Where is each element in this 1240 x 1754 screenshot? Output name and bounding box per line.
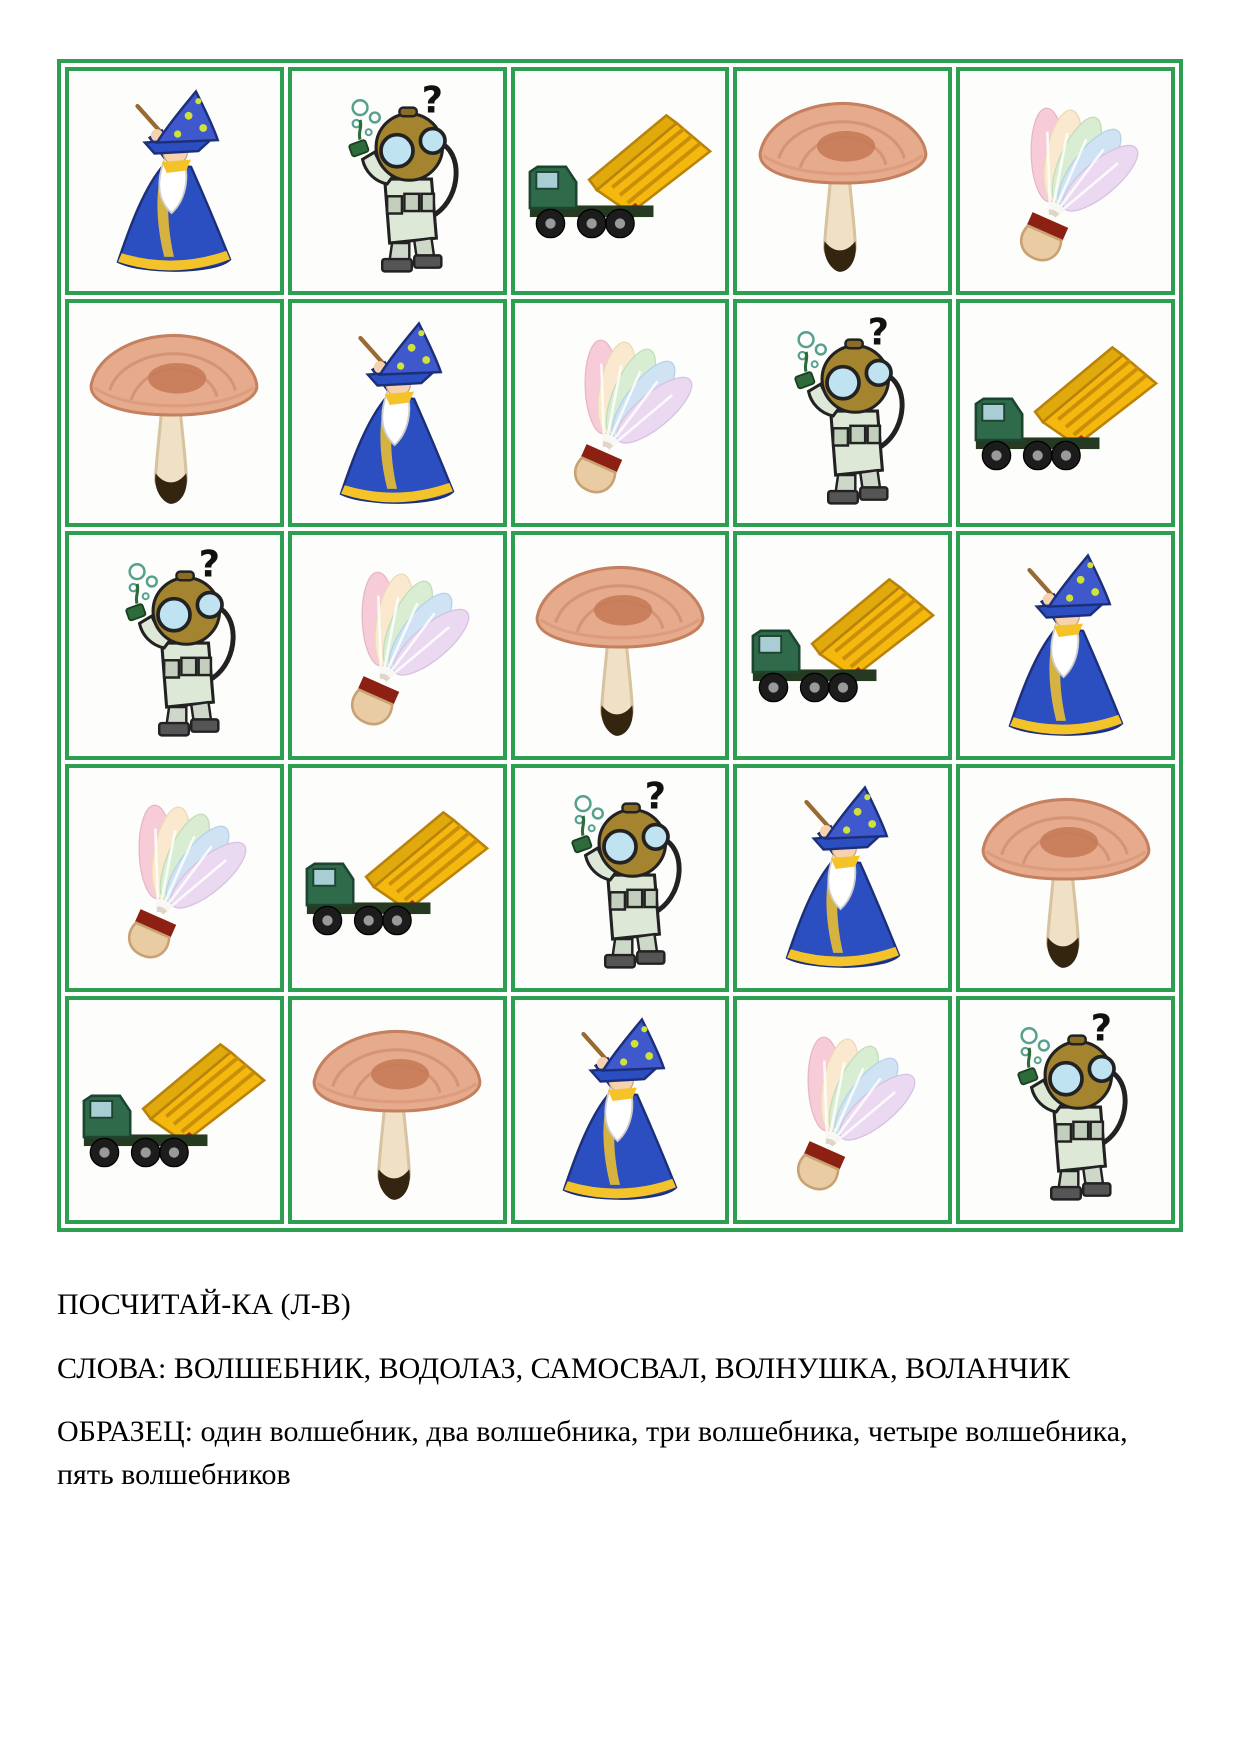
grid-cell-wizard — [65, 67, 284, 295]
grid-cell-wizard — [956, 531, 1175, 759]
grid-cell-mushroom — [956, 764, 1175, 992]
grid-cell-mushroom — [733, 67, 952, 295]
wizard-image — [547, 1012, 693, 1207]
diver-image — [769, 315, 917, 512]
grid-cell-dump-truck — [288, 764, 507, 992]
grid-cell-wizard — [511, 996, 730, 1224]
dump-truck-image — [294, 807, 500, 949]
wizard-image — [101, 84, 247, 279]
grid-cell-shuttlecock — [511, 299, 730, 527]
grid-cell-shuttlecock — [288, 531, 507, 759]
grid-cell-diver — [511, 764, 730, 992]
grid-cell-mushroom — [288, 996, 507, 1224]
shuttlecock-image — [319, 554, 475, 736]
grid-cell-dump-truck — [733, 531, 952, 759]
wizard-image — [993, 548, 1139, 743]
grid-cell-wizard — [288, 299, 507, 527]
wizard-image — [324, 316, 470, 511]
grid-cell-diver — [65, 531, 284, 759]
grid-cell-wizard — [733, 764, 952, 992]
diver-image — [100, 547, 248, 744]
diver-image — [323, 83, 471, 280]
mushroom-image — [528, 546, 712, 745]
grid-cell-dump-truck — [956, 299, 1175, 527]
grid-cell-dump-truck — [511, 67, 730, 295]
mushroom-image — [82, 314, 266, 513]
dump-truck-image — [963, 342, 1169, 484]
shuttlecock-image — [96, 787, 252, 969]
diver-image — [992, 1011, 1140, 1208]
mushroom-image — [305, 1010, 489, 1209]
picture-grid-cells — [65, 67, 1175, 1224]
sample-line: ОБРАЗЕЦ: один волшебник, два волшебника, три волшебника, четыре волшебника, пять волшебников — [57, 1415, 1128, 1491]
grid-cell-mushroom — [65, 299, 284, 527]
diver-image — [546, 779, 694, 976]
grid-cell-shuttlecock — [65, 764, 284, 992]
shuttlecock-image — [542, 322, 698, 504]
dump-truck-image — [71, 1039, 277, 1181]
mushroom-image — [974, 778, 1158, 977]
grid-cell-diver — [956, 996, 1175, 1224]
grid-cell-mushroom — [511, 531, 730, 759]
instructions-block — [57, 1284, 1185, 1517]
mushroom-image — [751, 82, 935, 281]
dump-truck-image — [517, 110, 723, 252]
grid-cell-shuttlecock — [956, 67, 1175, 295]
worksheet-title: ПОСЧИТАЙ-КА (Л-В) — [57, 1288, 351, 1321]
grid-cell-dump-truck — [65, 996, 284, 1224]
words-line: СЛОВА: ВОЛШЕБНИК, ВОДОЛАЗ, САМОСВАЛ, ВОЛНУШКА, ВОЛАНЧИК — [57, 1351, 1071, 1385]
grid-cell-diver — [733, 299, 952, 527]
dump-truck-image — [740, 574, 946, 716]
grid-cell-diver — [288, 67, 507, 295]
grid-cell-shuttlecock — [733, 996, 952, 1224]
shuttlecock-image — [765, 1019, 921, 1201]
picture-grid — [57, 59, 1183, 1232]
shuttlecock-image — [988, 90, 1144, 272]
wizard-image — [770, 780, 916, 975]
